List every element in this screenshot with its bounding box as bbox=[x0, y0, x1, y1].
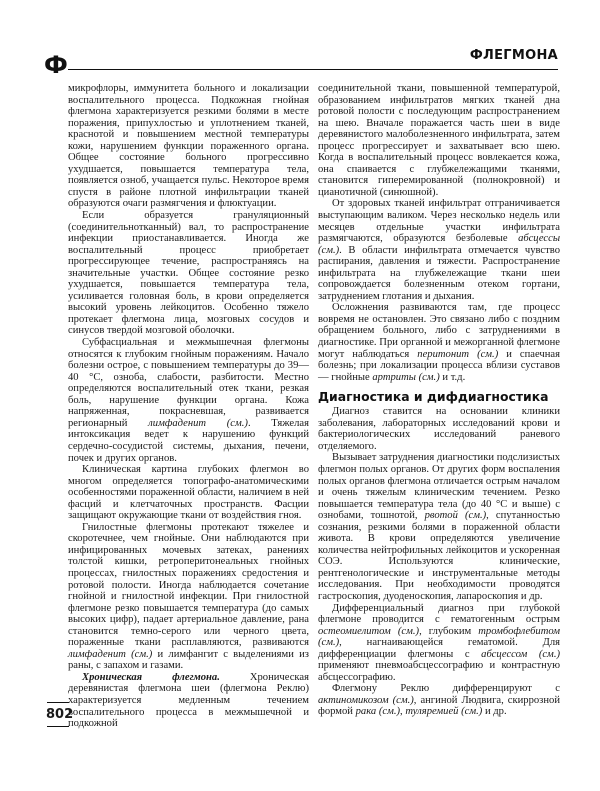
see-reference: (см.) bbox=[131, 648, 153, 660]
see-reference: (см.) bbox=[318, 244, 340, 256]
paragraph: Гнилостные флегмоны протекают тяжелее и скоротечнее, чем гнойные. Они наблюдаются при инфицированных мочевых затеках, ранениях толстой кишки, ретроперитонеальных гнойных процессах, гнилостных поражениях средостения и ротовой полости. Иногда наблюдается сочетание гнойной и гнилостной инфекции. При гнилостной флегмоне резко повышается температура (до самых высоких цифр), падает артериальное давление, рана становится темно-серого или черного цвета, пораженные ткани расплавляются, развиваются лимфаденит (см.) и лимфангит с выделениями из раны, с запахом и газами. bbox=[68, 521, 309, 672]
page-number: 802 bbox=[46, 707, 74, 722]
paragraph: Хроническая флегмона. Хроническая деревянистая флегмона шеи (флегмона Реклю) характеризуется медленным течением воспалительного процесса в межмышечной и подкожной bbox=[68, 671, 309, 730]
cross-reference-link[interactable]: рвотой bbox=[424, 510, 458, 522]
see-reference: (см.) bbox=[378, 706, 401, 718]
cross-reference-link[interactable]: абсцессом bbox=[481, 648, 528, 660]
see-reference: (см.) bbox=[461, 706, 483, 718]
cross-reference-link[interactable]: актиномикозом bbox=[318, 694, 389, 706]
see-reference: (см.) bbox=[465, 510, 487, 522]
page-number-rule-top bbox=[47, 702, 69, 703]
see-reference: (см.) bbox=[318, 637, 340, 649]
paragraph: Диагноз ставится на основании клиники заболевания, лабораторных исследований крови и бактериологических исследований раневого отделяемого. bbox=[318, 406, 560, 452]
see-reference: (см.) bbox=[538, 648, 560, 660]
cross-reference-link[interactable]: лимфаденит bbox=[68, 648, 126, 660]
paragraph: Субфасциальная и межмышечная флегмоны относятся к глубоким гнойным поражениям. Начало болезни острое, с повышением температуры до 39—40 °С, озноба, слабости, разбитости. Местно определяются воспалительный отек ткани, резкая боль, нарушение функции органа. Кожа напряженная, покрасневшая, развивается регионарный лимфаденит (см.). Тяжелая интоксикация ведет к нарушению функций сердечно-сосудистой системы, дыхания, печени, почек и других органов. bbox=[68, 337, 309, 464]
cross-reference-link[interactable]: лимфаденит bbox=[148, 417, 207, 429]
paragraph: Осложнения развиваются там, где процесс вовремя не остановлен. Это связано либо с поздним обращением больного, либо с затруднениями в диагностике. При органной и межорганной флегмоне могут наблюдаться перитонит (см.) и спаечная болезнь; при локализации процесса вблизи суставов — гнойные артриты (см.) и т.д. bbox=[318, 302, 560, 383]
paragraph: соединительной ткани, повышенной температурой, образованием инфильтратов мягких тканей дна ротовой полости с последующим распространением на шею. Вначале поражается часть шеи в виде деревянистого малоболезненного инфильтрата, затем процесс прогрессирует и захватывает всю шею. Когда в воспалительный процесс вовлекается кожа, она спаивается с глубжележащими тканями, становится гиперемированной (полнокровной) и цианотичной (синюшной). bbox=[318, 83, 560, 198]
paragraph: Флегмону Реклю дифференцируют с актиномикозом (см.), ангиной Людвига, скиррозной формой рака (см.), туляремией (см.) и др. bbox=[318, 683, 560, 718]
see-reference: (см.) bbox=[392, 694, 414, 706]
cross-reference-link[interactable]: тромбофлебитом bbox=[478, 625, 560, 637]
right-column bbox=[318, 83, 560, 718]
see-reference: (см.) bbox=[397, 625, 420, 637]
paragraph: Вызывает затруднения диагностики подслизистых флегмон полых органов. От других форм воспаления полых органов флегмона отличается острым началом и очень тяжелым клиническим течением. Резко повышается температура тела (до 40 °С и выше) с ознобами, тошнотой, рвотой (см.), спутанностью сознания, резкими болями в пораженной области живота. В крови определяются увеличение количества нейтрофильных лейкоцитов и ускоренная СОЭ. Используются клинические, рентгенологические и инструментальные методы исследования. При необходимости проводятся гастроскопия, дуоденоскопия, лапароскопия и др. bbox=[318, 452, 561, 602]
run-in-heading: Хроническая флегмона. bbox=[82, 671, 220, 683]
header-rule bbox=[68, 69, 558, 70]
section-heading: Диагностика и дифдиагностика bbox=[318, 389, 549, 405]
running-title: ФЛЕГМОНА bbox=[469, 48, 558, 63]
see-reference: (см.) bbox=[477, 348, 499, 360]
page-number-rule-bottom bbox=[47, 726, 69, 727]
cross-reference-link[interactable]: абсцессы bbox=[518, 233, 560, 245]
cross-reference-link[interactable]: артриты bbox=[372, 371, 416, 383]
cross-reference-link[interactable]: рака bbox=[355, 706, 377, 718]
cross-reference-link[interactable]: остеомиелитом bbox=[318, 625, 391, 637]
see-reference: (см.) bbox=[226, 417, 248, 429]
see-reference: (см.) bbox=[418, 371, 440, 383]
paragraph: Клиническая картина глубоких флегмон во многом определяется топографо-анатомическими особенностями пораженной области, наличием в ней фасций и клетчаточных пространств. Фасции защищают окружающие ткани от воздействия гноя. bbox=[68, 464, 309, 522]
left-column bbox=[68, 83, 309, 730]
paragraph: микрофлоры, иммунитета больного и локализации воспалительного процесса. Подкожная гнойная флегмона характеризуется резкими болями в месте поражения, припухлостью и уплотнением тканей, краснотой и повышением местной температуры кожи, нарушением функции пораженного органа. Общее состояние больного прогрессивно ухудшается, повышается температура тела, появляется озноб, учащается пульс. Некоторое время спустя в районе плотной инфильтрации тканей образуются очаги размягчения и флюктуации. bbox=[68, 83, 309, 210]
cross-reference-link[interactable]: перитонит bbox=[417, 348, 470, 360]
section-letter: Ф bbox=[44, 51, 68, 79]
cross-reference-link[interactable]: туляремией bbox=[405, 706, 459, 718]
paragraph: Если образуется грануляционный (соединительнотканный) вал, то распространение инфекции приостанавливается. Иногда же воспалительный процесс приобретает прогрессирующее течение, распространяясь на значительные участки. Общее состояние резко ухудшается, повышается температура тела, усиливается головная боль, в крови определяется высокий уровень лейкоцитов. Особенно тяжело протекает флегмона лица, мозговых сосудов и синусов твердой мозговой оболочки. bbox=[68, 210, 309, 337]
paragraph: От здоровых тканей инфильтрат отграничивается выступающим валиком. Через несколько недель или месяцев отдельные участки инфильтрата размягчаются, образуются безболевые абсцессы (см.). В области инфильтрата отмечается чувство распирания, давления и тяжести. Распространение инфильтрата на глубжележащие ткани шеи сопровождается болезненным отеком гортани, затруднением глотания и дыхания. bbox=[318, 198, 560, 302]
paragraph: Дифференциальный диагноз при глубокой флегмоне проводится с гематогенным острым остеомиелитом (см.), глубоким тромбофлебитом (см.), нагнаивающейся гематомой. Для дифференциации флегмоны с абсцессом (см.) применяют пневмоабсцессографию и контрастную абсцессографию. bbox=[318, 602, 560, 683]
